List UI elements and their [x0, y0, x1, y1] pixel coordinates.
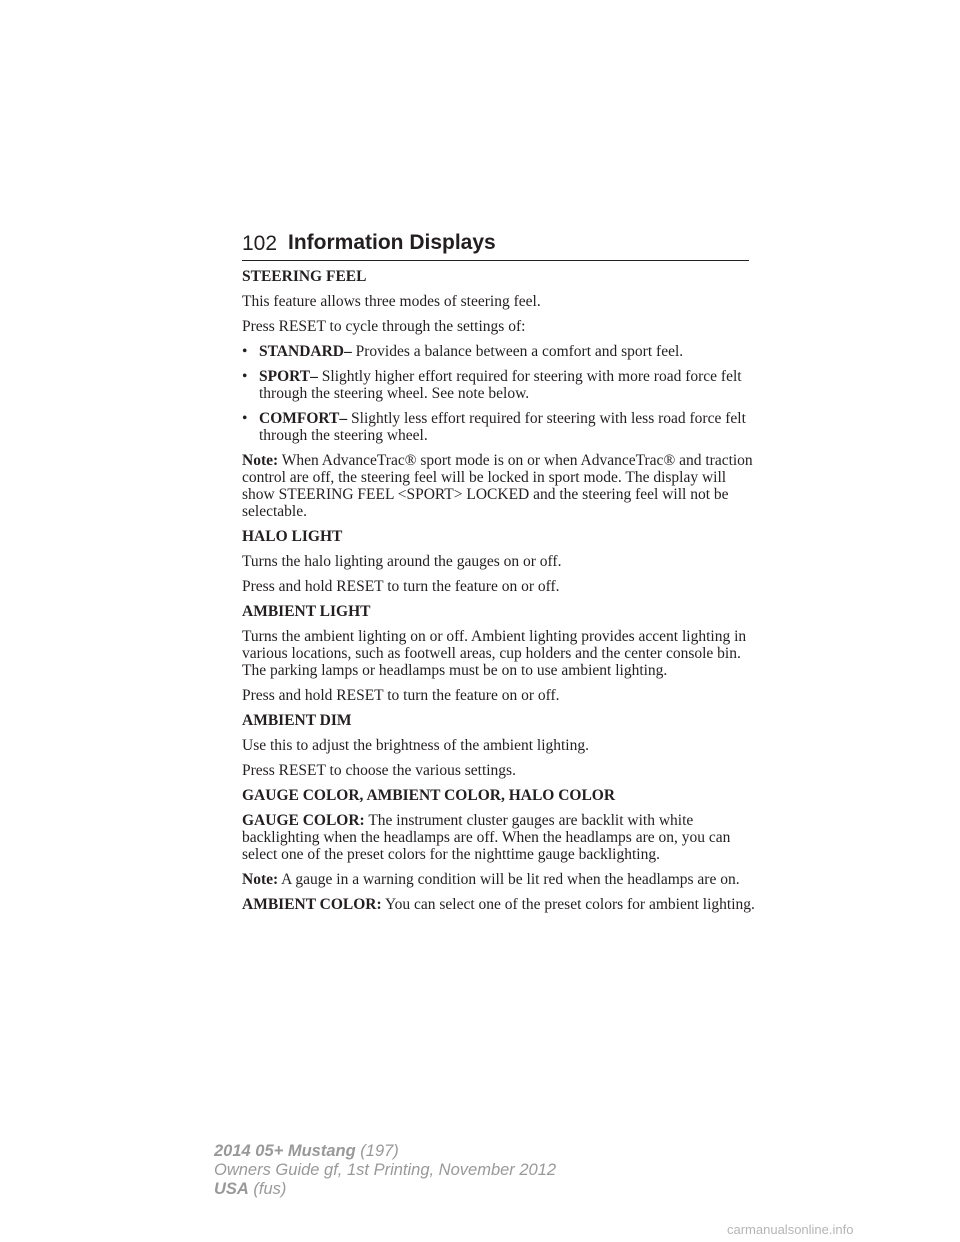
note-label: Note: — [242, 452, 279, 469]
steering-press: Press RESET to cycle through the settings of: — [242, 318, 526, 335]
ambient-dim-heading: AMBIENT DIM — [242, 712, 352, 729]
footer-market: USA — [214, 1180, 249, 1198]
steering-feel-heading: STEERING FEEL — [242, 268, 367, 285]
ambient-dim-p2: Press RESET to choose the various settings. — [242, 762, 516, 779]
standard-label: STANDARD– — [259, 343, 352, 360]
halo-p2: Press and hold RESET to turn the feature on or off. — [242, 578, 560, 595]
ambient-light-p1: Turns the ambient lighting on or off. Ambient lighting provides accent lighting in various locations, such as footwell areas, cup holders and the center console bin. The parking lamps or headlamps must be on to use ambient lighting. — [242, 628, 747, 679]
bullet-standard — [242, 343, 757, 360]
comfort-text: Slightly less effort required for steering with less road force felt through the steering wheel. — [259, 410, 746, 444]
ambient-color-label: AMBIENT COLOR: — [242, 896, 382, 913]
footer-line-1 — [214, 1142, 556, 1161]
gauge-color-label: GAUGE COLOR: — [242, 812, 365, 829]
colors-heading: GAUGE COLOR, AMBIENT COLOR, HALO COLOR — [242, 787, 616, 804]
footer-model: 2014 05+ Mustang — [214, 1142, 356, 1160]
gauge-note-paragraph — [242, 871, 757, 888]
gauge-color-text: The instrument cluster gauges are backlit with white backlighting when the headlamps are off. When the headlamps are on, you can select one of the preset colors for the nighttime gauge backlighting. — [242, 812, 731, 863]
footer-line-3 — [214, 1180, 556, 1199]
ambient-light-p2: Press and hold RESET to turn the feature on or off. — [242, 687, 560, 704]
gauge-note-text: A gauge in a warning condition will be lit red when the headlamps are on. — [278, 871, 740, 888]
ambient-color-text: You can select one of the preset colors for ambient lighting. — [381, 896, 755, 913]
section-title: Information Displays — [288, 231, 496, 254]
page-content — [242, 268, 757, 921]
comfort-label: COMFORT– — [259, 410, 348, 427]
halo-p1: Turns the halo lighting around the gauges on or off. — [242, 553, 562, 570]
watermark: carmanualsonline.info — [727, 1222, 854, 1237]
footer-page-ref: (197) — [355, 1142, 399, 1160]
gauge-note-label: Note: — [242, 871, 279, 888]
bullet-dot: • — [242, 343, 248, 360]
halo-light-heading: HALO LIGHT — [242, 528, 343, 545]
ambient-color-paragraph — [242, 896, 757, 913]
steering-note — [242, 452, 757, 520]
bullet-dot: • — [242, 410, 248, 427]
bullet-dot: • — [242, 368, 248, 385]
steering-intro: This feature allows three modes of steering feel. — [242, 293, 541, 310]
page-number: 102 — [242, 232, 278, 255]
sport-text: Slightly higher effort required for steering with more road force felt through the steering wheel. See note below. — [259, 368, 742, 402]
standard-text: Provides a balance between a comfort and sport feel. — [351, 343, 684, 360]
bullet-comfort — [242, 410, 757, 444]
footer-line-2: Owners Guide gf, 1st Printing, November 2012 — [214, 1161, 557, 1179]
footer-market-code: (fus) — [248, 1180, 287, 1198]
bullet-sport — [242, 368, 757, 402]
gauge-color-paragraph — [242, 812, 757, 863]
note-text: When AdvanceTrac® sport mode is on or when AdvanceTrac® and traction control are off, the steering feel will be locked in sport mode. The display will show STEERING FEEL <SPORT> LOCKED and the steering feel will not be selectable. — [242, 452, 753, 520]
ambient-dim-p1: Use this to adjust the brightness of the ambient lighting. — [242, 737, 589, 754]
print-footer — [214, 1142, 556, 1199]
sport-label: SPORT– — [259, 368, 318, 385]
page-header — [242, 230, 749, 261]
ambient-light-heading: AMBIENT LIGHT — [242, 603, 371, 620]
